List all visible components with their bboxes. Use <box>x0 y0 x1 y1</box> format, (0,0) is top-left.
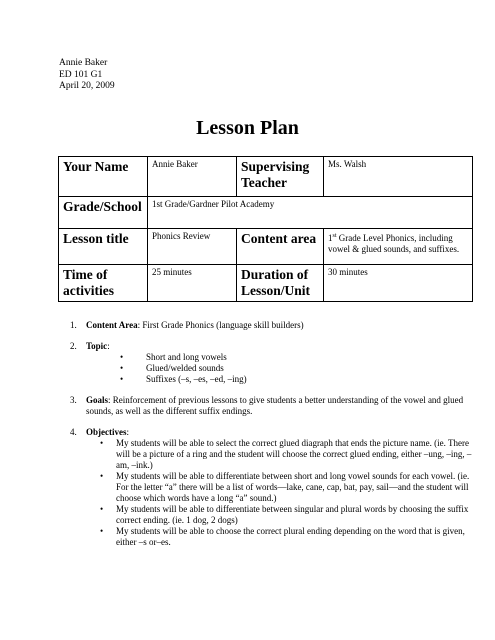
duration-label: Duration of Lesson/Unit <box>237 265 324 302</box>
list-item-text: My students will be able to select the correct glued diagraph that ends the picture name. (ie. There will be a picture of a ring and the student will choose the correct glued ending, either –ung, –ing, –am, –ink.) <box>116 438 472 470</box>
topic-list <box>86 352 475 385</box>
page-title: Lesson Plan <box>196 117 299 139</box>
lesson-title-value: Phonics Review <box>148 229 237 265</box>
author-name: Annie Baker <box>59 58 108 68</box>
lesson-info-table <box>58 156 473 302</box>
section-text: : <box>126 427 130 437</box>
content-area-grade-number: 1 <box>328 233 333 243</box>
list-item-text: My students will be able to differentiate between singular and plural words by choosing the suffix correct ending. (ie. 1 dog, 2 dogs) <box>116 504 469 525</box>
bullet-icon: • <box>100 471 104 481</box>
content-area-text: Grade Level Phonics, including vowel & glued sounds, and suffixes. <box>328 233 460 254</box>
section-label: Topic <box>86 341 108 351</box>
course-code: ED 101 G1 <box>59 69 103 80</box>
lesson-sections <box>70 320 475 558</box>
document-date: April 20, 2009 <box>59 81 115 91</box>
section-label: Objectives <box>86 427 127 437</box>
section-number: 4. <box>70 427 77 437</box>
list-item-text: My students will be able to choose the correct plural ending depending on the word that is given, either –s or–es. <box>116 526 465 547</box>
section-goals <box>70 395 475 417</box>
list-item <box>86 352 475 363</box>
time-of-activities-value: 25 minutes <box>148 265 237 302</box>
section-text: : First Grade Phonics (language skill builders) <box>137 320 304 330</box>
content-area-label: Content area <box>237 229 324 265</box>
list-item-text: Short and long vowels <box>146 352 227 362</box>
bullet-icon: • <box>120 352 124 362</box>
bullet-icon: • <box>120 363 124 373</box>
section-objectives <box>70 427 475 548</box>
section-number: 3. <box>70 395 77 405</box>
section-number: 1. <box>70 320 77 330</box>
bullet-icon: • <box>120 374 124 384</box>
list-item <box>86 504 475 526</box>
your-name-value: Annie Baker <box>148 157 237 197</box>
section-label: Content Area <box>86 320 138 330</box>
objectives-list <box>86 438 475 548</box>
section-content-area <box>70 320 475 331</box>
section-text: : Reinforcement of previous lessons to give students a better understanding of the vowel and glued sounds, as well as the different suffix endings. <box>86 395 464 416</box>
duration-value: 30 minutes <box>324 265 473 302</box>
list-item <box>86 363 475 374</box>
supervising-teacher-value: Ms. Walsh <box>324 157 473 197</box>
section-topic <box>70 341 475 385</box>
list-item <box>86 374 475 385</box>
document-header <box>59 58 115 93</box>
grade-school-value: 1st Grade/Gardner Pilot Academy <box>148 197 473 229</box>
your-name-label: Your Name <box>59 157 148 197</box>
list-item-text: My students will be able to differentiate between short and long vowel sounds for each vowel. (ie. For the letter “a” there will be a list of words—lake, cane, cap, bat, pay, sail—and the student will choose which words have a long “a” sound.) <box>116 471 470 503</box>
bullet-icon: • <box>100 438 104 448</box>
section-number: 2. <box>70 341 77 351</box>
section-label: Goals <box>86 395 109 405</box>
list-item-text: Suffixes (–s, –es, –ed, –ing) <box>146 374 247 384</box>
content-area-superscript: st <box>332 233 337 239</box>
supervising-teacher-label: Supervising Teacher <box>237 157 324 197</box>
section-text: : <box>107 341 110 351</box>
list-item <box>86 471 475 504</box>
list-item-text: Glued/welded sounds <box>146 363 224 373</box>
content-area-value <box>324 229 473 265</box>
list-item <box>86 438 475 471</box>
bullet-icon: • <box>100 504 104 514</box>
list-item <box>86 526 475 548</box>
bullet-icon: • <box>100 526 104 536</box>
time-of-activities-label: Time of activities <box>59 265 148 302</box>
grade-school-label: Grade/School <box>59 197 148 229</box>
lesson-title-label: Lesson title <box>59 229 148 265</box>
